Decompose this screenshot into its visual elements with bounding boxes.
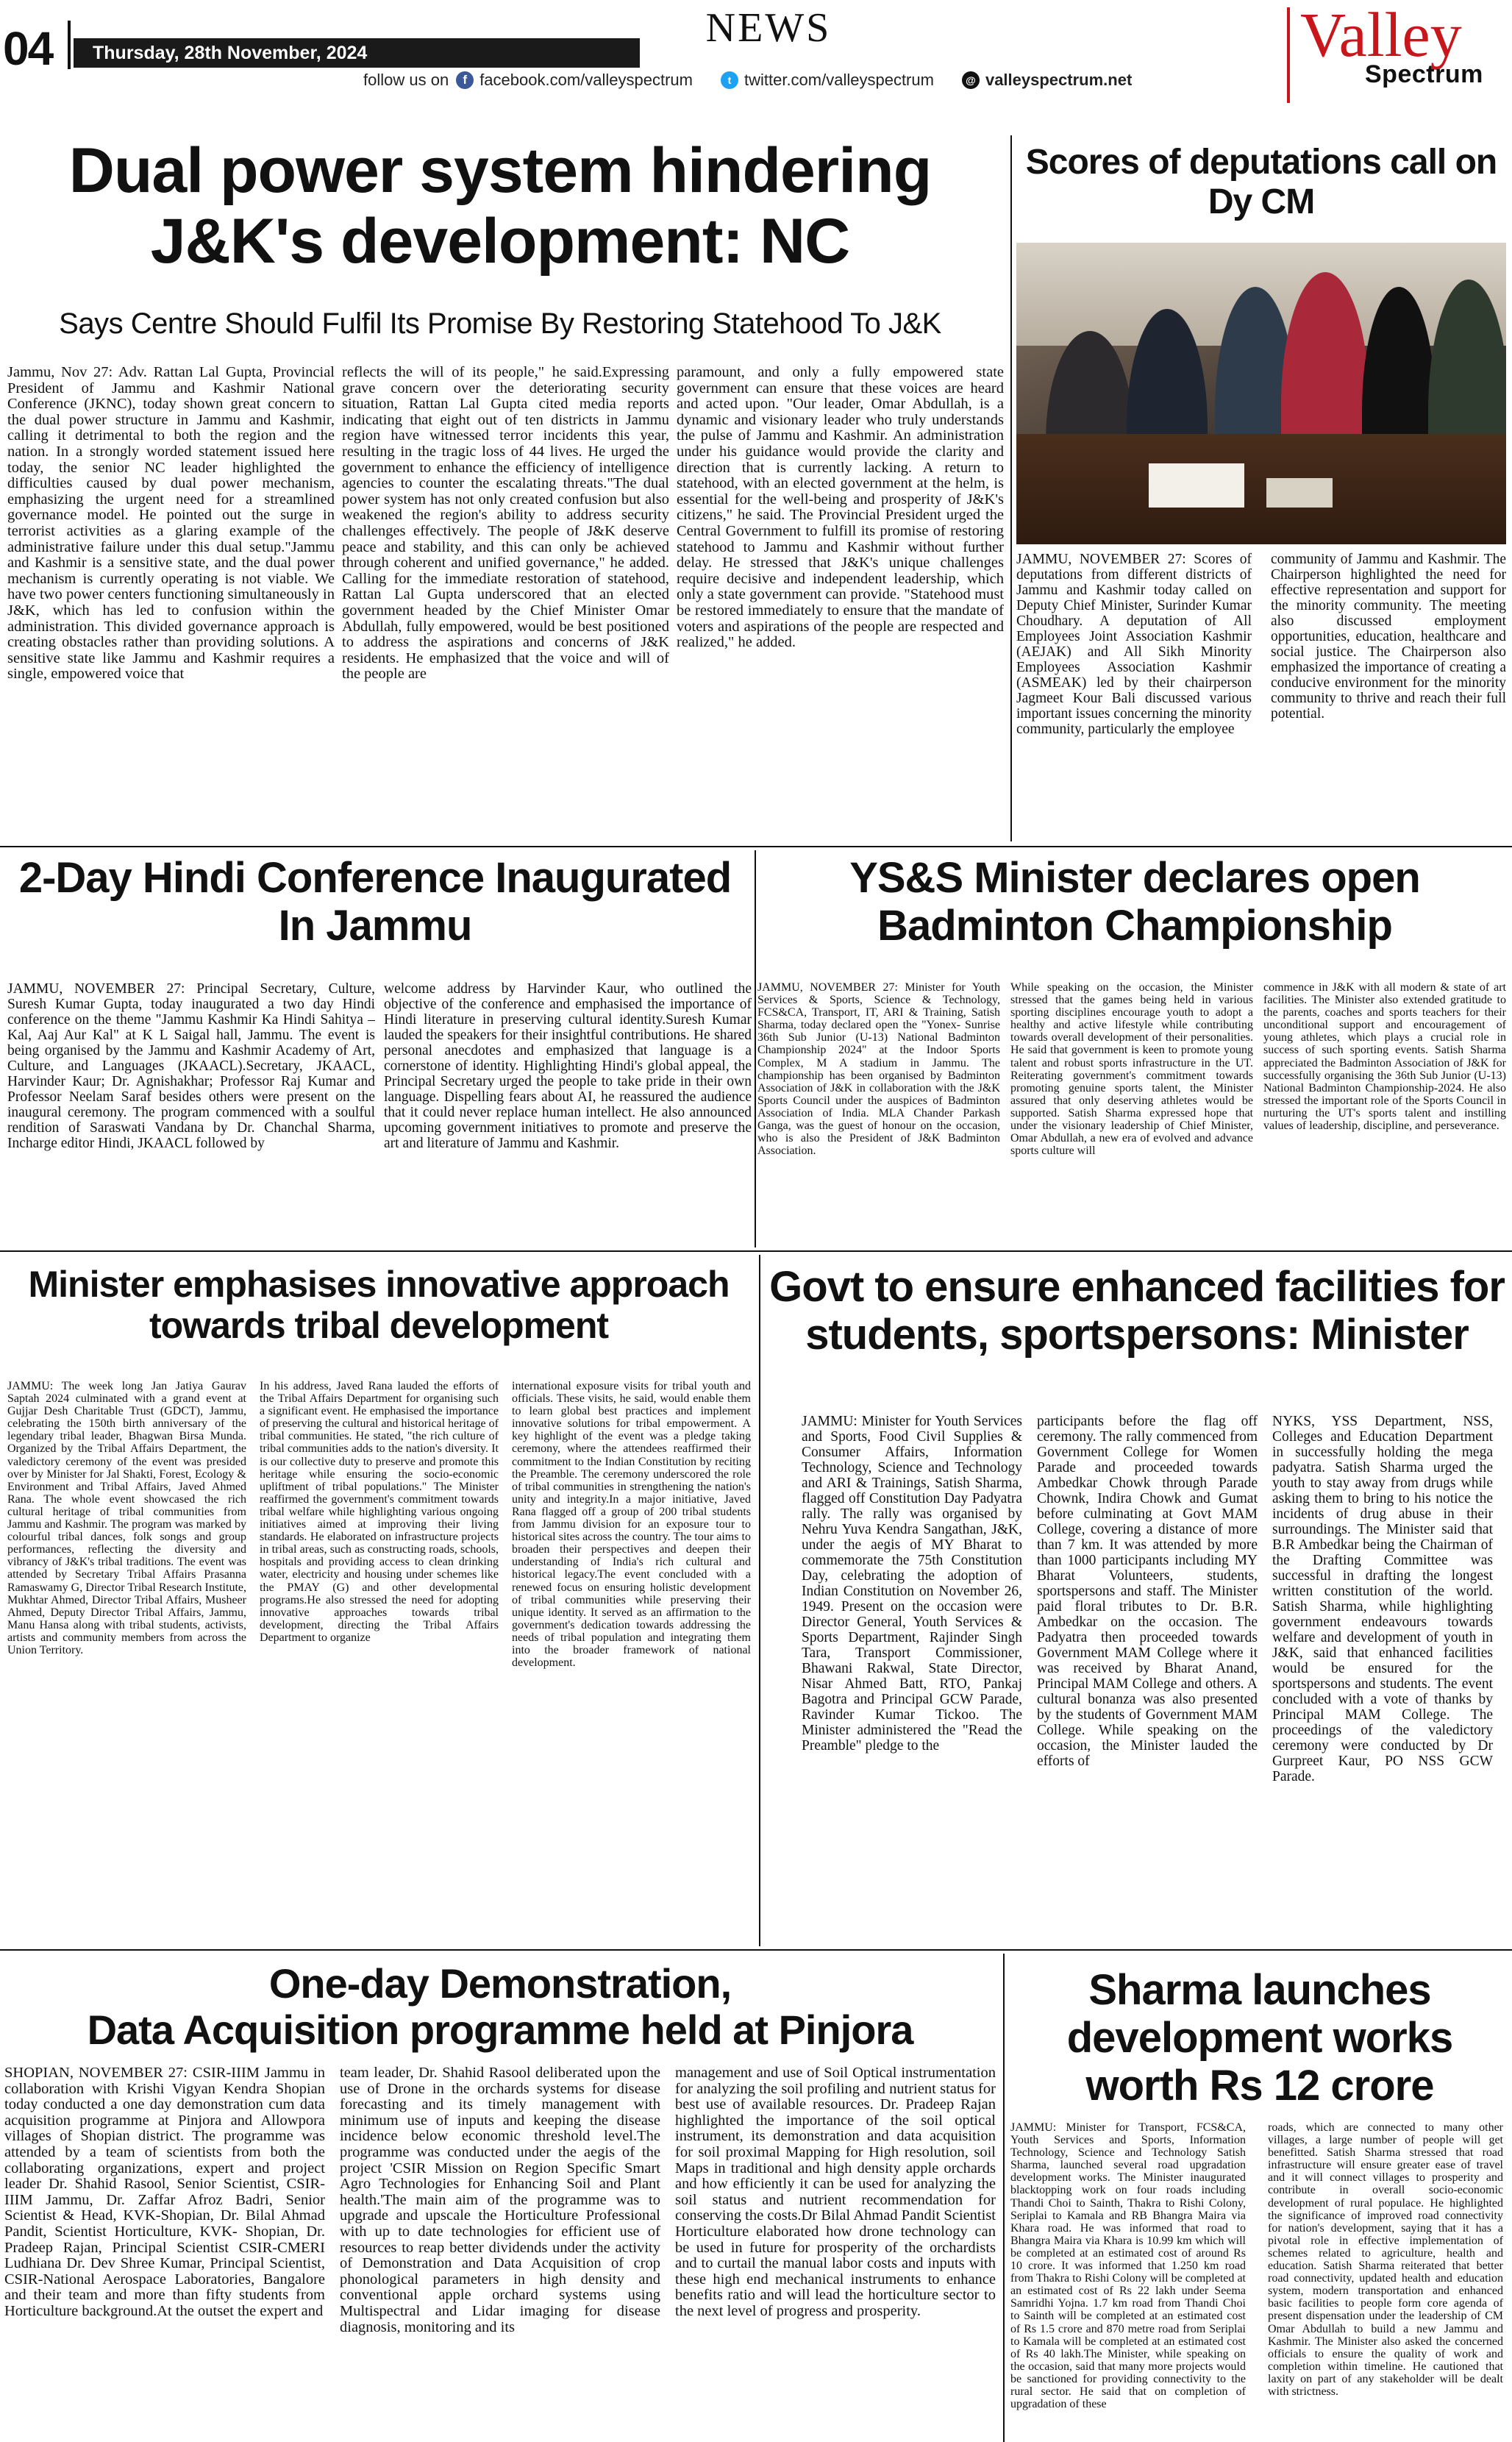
story6-column-3: NYKS, YSS Department, NSS, Colleges and Education Department in successfully holding the mega padyatra. Satish Sharma urged the youth to stay away from drugs while asking them to bring to his notice the incidents of drug abuse in their surroundings. The Minister said that B.R Ambedkar being the Chairman of the Drafting Committee was successful in drafting the longest written constitution of the world. Satish Sharma, while highlighting government endeavours towards welfare and development of youth in J&K, said that enhanced facilities would be ensured for the sportspersons and students. The event concluded with a vote of thanks by Principal MAM College. The proceedings of the valedictory ceremony were conducted by Dr Gurpreet Kaur, PO NSS GCW Parade. <box>1272 1414 1493 1784</box>
website-url: valleyspectrum.net <box>985 71 1133 89</box>
horizontal-rule-3 <box>0 1949 1512 1951</box>
story6-column-1: JAMMU: Minister for Youth Services and Sports, Food Civil Supplies & Consumer Affairs, Information Technology, Science and Technology and ARI & Trainings, Satish Sharma, flagged off Constitution Day Padyatra rally. The rally was organised by Nehru Yuva Kendra Sangathan, J&K, under the aegis of MY Bharat to commemorate the 75th Constitution Day, celebrating the adoption of Indian Constitution on November 26, 1949. Present on the occasion were Director General, Youth Services & Sports Department, Rajinder Singh Tara, Transport Commissioner, Bhawani Rakwal, State Director, Nisar Ahmed Batt, RTO, Pankaj Bagotra and Principal GCW Parade, Ravinder Kumar Tickoo. The Minister administered the "Read the Preamble" pledge to the <box>802 1414 1022 1754</box>
masthead-logo[interactable] <box>1287 0 1512 110</box>
story4-column-2: While speaking on the occasion, the Minister stressed that the games being held in various sporting disciplines encourage youth to adopt a healthy and active lifestyle while contributing towards overall development of their personalities. He said that government is keen to promote young talent and robust sports infrastructure in the UT. Reiterating government's commitment towards promoting genuine sports talent, the Minister assured that only deserving athletes would be supported. Satish Sharma expressed hope that under the visionary leadership of Chief Minister, Omar Abdullah, a new era of evolved and advance sports culture will <box>1010 981 1253 1158</box>
story3-headline-line2: In Jammu <box>278 901 472 950</box>
story7-headline <box>0 1961 1000 2053</box>
twitter-link[interactable] <box>721 71 934 90</box>
story4-column-1: JAMMU, NOVEMBER 27: Minister for Youth Services & Sports, Science & Technology, FCS&CA, Transport, IT, ARI & Training, Satish Sharma, today declared open the "Yonex- Sunrise 36th Sub Junior (U-13) National Badminton Championship 2024" at the Indoor Sports Complex, M A stadium in Jammu. The championship has been organised by Badminton Association of J&K in collaboration with the J&K Sports Council under the auspices of Badminton Association of India. MLA Chander Parkash Ganga, was the guest of honour on the occasion, who is also the President of J&K Badminton Association. <box>757 981 1000 1158</box>
vertical-divider <box>1010 135 1012 841</box>
story7-column-3: management and use of Soil Optical instrumentation for analyzing the soil profiling and nutrient status for best use of available resources. Dr. Pradeep Rajan highlighted the importance of the soil optical instrument, its demonstration and data acquisition for soil proximal Mapping for High resolution, soil Maps in traditional and high density apple orchards and how efficiently it can be used for analyzing the soil status and nutrient recommendation for conserving the costs.Dr Bilal Ahmad Pandit Scientist Horticulture elaborated how drone technology can be used in future for prosperity of the orchardists and to curtail the manual labor costs and inputs with these high end mechanical instruments to enhance benefits ratio and will lead the horticulture sector to the next level of progress and prosperity. <box>675 2065 996 2319</box>
story3-headline-line1: 2-Day Hindi Conference Inaugurated <box>18 854 732 902</box>
story8-headline <box>1008 1967 1512 2110</box>
story8-headline-line1: Sharma launches <box>1088 1966 1431 2014</box>
facebook-icon: f <box>456 71 474 89</box>
story6-headline <box>762 1264 1512 1359</box>
story5-column-3: international exposure visits for tribal youth and officials. These visits, he said, would enable them to learn global best practices and implement innovative solutions for tribal empowerment. A key highlight of the event was a pledge taking ceremony, where the attendees reaffirmed their commitment to the Indian Constitution by reciting the Preamble. The ceremony underscored the role of tribal communities in strengthening the nation's unity and integrity.In a major initiative, Javed Rana flagged off a group of 200 tribal students from Jammu division for an exposure tour to historical sites across the country. The tour aims to broaden their perspectives and deepen their understanding of India's rich cultural and historical legacy.The event concluded with a renewed focus on ensuring holistic development of tribal communities while preserving their unique identity. It served as an affirmation to the government's dedication towards addressing the needs of tribal population and integrating them into the broader framework of national development. <box>512 1380 751 1670</box>
vertical-divider-4 <box>1003 1954 1005 2442</box>
follow-label: follow us on <box>363 71 449 89</box>
vertical-divider-2 <box>755 850 756 1247</box>
story7-column-1: SHOPIAN, NOVEMBER 27: CSIR-IIIM Jammu in collaboration with Krishi Vigyan Kendra Shopian today conducted a one day demonstration cum data acquisition programme at Pinjora and Allowpora villages of Shopian district. The programme was attended by a team of scientists from both the collaborating organizations, expert and project leader Dr. Shahid Rasool, Senior Scientist, CSIR-IIIM Jammu, Dr. Zaffar Afroz Badri, Senior Scientist & Head, KVK-Shopian, Dr. Bilal Ahmad Pandit, Scientist Horticulture, KVK- Shopian, Dr. Pradeep Rajan, Principal Scientist CSIR-CMERI Ludhiana Dr. Dev Shree Kumar, Principal Scientist, CSIR-National Aerospace Laboratories, Bangalore and their team and more than fifty students from Horticulture background.At the outset the expert and <box>4 2065 325 2319</box>
facebook-link[interactable] <box>456 71 693 90</box>
story8-column-2: roads, which are connected to many other villages, a large number of people will get benefitted. Satish Sharma stressed that road infrastructure will ensure greater ease of travel and it will connect villages to prosperity and contribute in overall socio-economic development of rural populace. He highlighted the significance of improved road connectivity for nation's development, saying that it has a pivotal role in effective implementation of schemes related to agriculture, health and education. Satish Sharma reiterated that better road connectivity, updated health and education system, modern transportation and enhanced basic facilities to people form core agenda of present dispensation under the leadership of CM Omar Abdullah to build a new Jammu and Kashmir. The Minister also asked the concerned officials to ensure the quality of work and completion within timeline. He cautioned that laxity on part of any stakeholder will be dealt with strictness. <box>1268 2121 1503 2398</box>
story1-column-1: Jammu, Nov 27: Adv. Rattan Lal Gupta, Provincial President of Jammu and Kashmir National Conference (JKNC), today shown great concern to the dual power structure in Jammu and Kashmir, calling it detrimental to both the region and the nation. In a strongly worded statement issued here today, the senior NC leader highlighted the difficulties caused by dual power mechanism, emphasizing the urgent need for a streamlined governance model. He pointed out the surge in terrorist activities as a glaring example of the administrative failure under this dual setup."Jammu and Kashmir is a sensitive state, and the dual power mechanism is currently operating is not viable. We have two power centers functioning simultaneously in J&K, which has led to confusion within the administration. This divided governance approach is creating obstacles rather than providing solutions. A sensitive state like Jammu and Kashmir requires a single, empowered voice that <box>7 365 335 683</box>
twitter-icon: t <box>721 71 738 89</box>
story-photo <box>1016 243 1506 544</box>
story1-headline-line2: J&K's development: NC <box>150 206 850 277</box>
story6-column-2: participants before the flag off ceremony. The rally commenced from Government College for Women Parade and proceeded towards Ambedkar Chowk through Parade Chownk, Indira Chowk and Gumat before culminating at Govt MAM College, covering a distance of more than 7 km. It was attended by more than 1000 participants including MY Bharat Volunteers, students, sportspersons and staff. The Minister paid floral tributes to Dr. B.R. Ambedkar on the occasion. The Padyatra then proceeded towards Government MAM College where it was received by Bharat Anand, Principal MAM College and others. A cultural bonanza was also presented by the students of Government MAM College. While speaking on the occasion, the Minister lauded the efforts of <box>1037 1414 1258 1769</box>
vertical-divider-3 <box>759 1255 760 1946</box>
facebook-url: facebook.com/valleyspectrum <box>479 71 693 89</box>
story3-headline <box>0 855 750 950</box>
story4-headline-line1: YS&S Minister declares open <box>849 854 1420 902</box>
story8-headline-line3: worth Rs 12 crore <box>1085 2061 1434 2110</box>
web-icon: @ <box>962 71 980 89</box>
story7-headline-line1: One-day Demonstration, <box>268 1960 732 2007</box>
story2-headline-line2: Dy CM <box>1208 182 1315 221</box>
story1-column-2: reflects the will of its people," he said.Expressing grave concern over the deteriorating security situation, Rattan Lal Gupta cited media reports indicating that eight out of ten districts in Jammu region have witnessed terror incidents this year, resulting in the tragic loss of 44 lives. He urged the government to enhance the efficiency of intelligence agencies to counter the escalating threats."The dual power system has not only created confusion but also weakened the region's ability to address security challenges effectively. The people of J&K deserve peace and stability, and this can only be achieved through coherent and unified governance," he added. Calling for the immediate restoration of statehood, Rattan Lal Gupta underscored that an elected government headed by the Chief Minister Omar Abdullah, fully empowered, would be best positioned to address the aspirations and concerns of J&K residents. He emphasized that the voice and will of the people are <box>342 365 669 683</box>
issue-date: Thursday, 28th November, 2024 <box>93 43 368 63</box>
story5-headline-line1: Minister emphasises innovative approach <box>28 1264 730 1305</box>
story3-column-1: JAMMU, NOVEMBER 27: Principal Secretary, Culture, Suresh Kumar Gupta, today inaugurated a two day Hindi conference on the theme "Jammu Kashmir Ka Hindi Sahitya – Kal, Aaj Aur Kal" at K L Saigal hall, Jammu. The event is being organised by the Jammu and Kashmir Academy of Art, Culture, and Languages (JKAACL).Secretary, JKAACL, Harvinder Kaur; Dr. Agnishakhar; Professor Raj Kumar and Professor Neelam Saraf besides others were present on the inaugural ceremony. The program commenced with a soulful rendition of Saraswati Vandana by Dr. Chanchal Sharma, Incharge editor Hindi, JKAACL followed by <box>7 981 375 1151</box>
story2-headline <box>1015 143 1508 222</box>
story1-headline <box>22 135 978 277</box>
story7-column-2: team leader, Dr. Shahid Rasool deliberated upon the use of Drone in the orchards systems for disease forecasting and its timely management with minimum use of inputs and keeping the disease incidence below economic threshold level.The programme was conducted under the aegis of the project 'CSIR Mission on Region Specific Smart Agro Technologies for Enhancing Soil and Plant health.'The main aim of the programme was to upgrade and upscale the Horticulture Professional with up to date technologies for efficient use of resources to reap better dividends under the activity of Demonstration and Data Acquisition of crop phonological parameters in high density and conventional apple orchard systems using Multispectral and Lidar imaging for disease diagnosis, monitoring and its <box>340 2065 660 2335</box>
story2-column-2: community of Jammu and Kashmir. The Chairperson highlighted the need for effective representation and support for the minority community. The meeting also discussed employment opportunities, education, healthcare and social justice. The Chairperson also emphasized the importance of creating a conducive environment for the minority community to thrive and reach their full potential. <box>1271 552 1506 722</box>
logo-valley-text: Valley <box>1300 0 1462 70</box>
story4-column-3: commence in J&K with all modern & state of art facilities. The Minister also extended gratitude to the parents, coaches and sports teachers for their unconditional support and encouragement of young athletes, which plays a crucial role in success of such sporting events. Satish Sharma appreciated the Badminton Association of J&K for successfully organising the 36th Sub Junior (U-13) National Badminton Championship-2024. He also stressed the important role of the Sports Council in nurturing the UT's sports talent and instilling values of leadership, discipline, and perseverance. <box>1263 981 1506 1133</box>
twitter-url: twitter.com/valleyspectrum <box>743 71 934 89</box>
horizontal-rule-1 <box>0 846 1512 847</box>
story3-column-2: welcome address by Harvinder Kaur, who outlined the objective of the conference and emphasised the importance of Hindi literature in preserving cultural identity.Suresh Kumar lauded the speakers for their insightful contributions. He shared personal anecdotes and emphasized that language is a cornerstone of identity. Highlighting Hindi's global appeal, the Principal Secretary urged the people to take pride in their own language. Dispelling fears about AI, he reassured the audience that it could never replace human intellect. He also announced upcoming government initiatives to promote and preserve the art and literature of Jammu and Kashmir. <box>384 981 752 1151</box>
logo-accent-bar <box>1287 7 1290 103</box>
story5-headline-line2: towards tribal development <box>149 1305 609 1346</box>
page-number-divider <box>68 21 71 69</box>
date-band <box>74 38 640 68</box>
story6-headline-line1: Govt to ensure enhanced facilities for <box>769 1263 1505 1311</box>
story1-column-3: paramount, and only a fully empowered state government can ensure that these voices are heard and acted upon. "Our leader, Omar Abdullah, is a dynamic and visionary leader who truly understands the pulse of Jammu and Kashmir. An administration under his guidance would provide the clarity and direction that is currently lacking. A return to statehood, with an elected government at the helm, is essential for the well-being and prosperity of J&K's citizens," he said. The Provincial President urged the Central Government to fulfill its promise of restoring statehood to Jammu and Kashmir without further delay. He stressed that J&K's unique challenges require decisive and independent leadership, which only a state government can provide. "Statehood must be restored immediately to ensure that the mandate of voters and aspirations of the people are respected and realized," he added. <box>677 365 1004 651</box>
story2-headline-line1: Scores of deputations call on <box>1025 143 1497 182</box>
story4-headline-line2: Badminton Championship <box>877 901 1392 950</box>
story8-headline-line2: development works <box>1066 2013 1453 2062</box>
social-links <box>363 71 1132 90</box>
section-name: NEWS <box>705 5 832 51</box>
horizontal-rule-2 <box>0 1250 1512 1252</box>
story6-headline-line2: students, sportspersons: Minister <box>805 1310 1469 1359</box>
story5-column-1: JAMMU: The week long Jan Jatiya Gaurav Saptah 2024 culminated with a grand event at Gujjar Desh Charitable Trust (GDCT), Jammu, celebrating the 150th birth anniversary of the legendary tribal leader, Bhagwan Birsa Munda. Organized by the Tribal Affairs Department, the valedictory ceremony of the event was presided over by Minister for Jal Shakti, Forest, Ecology & Environment and Tribal Affairs, Javed Ahmed Rana. The whole event showcased the rich cultural heritage of tribal communities from Jammu and Kashmir. The program was marked by colourful tribal dances, folk songs and group performances, reflecting the diversity and vibrancy of J&K's tribal traditions. The event was attended by Secretary Tribal Affairs Prasanna Ramaswamy G, Director Tribal Research Institute, Mukhtar Ahmed, Director Tribal Affairs, Musheer Ahmed, Deputy Director Tribal Affairs, Jammu, Manu Hansa along with tribal students, activists, artists and community members from across the Union Territory. <box>7 1380 246 1656</box>
story5-column-2: In his address, Javed Rana lauded the efforts of the Tribal Affairs Department for organising such a significant event. He emphasised the importance of preserving the cultural and historical heritage of tribal communities. He stated, "the rich culture of tribal communities adds to the nation's diversity. It is our collective duty to preserve and promote this heritage while ensuring the socio-economic upliftment of tribal populations." The Minister reaffirmed the government's commitment towards tribal welfare while highlighting various ongoing initiatives aimed at improving their living standards. He elaborated on infrastructure projects in tribal areas, such as constructing roads, schools, hospitals and providing access to clean drinking water, electricity and housing under schemes like the PMAY (G) and other developmental programs.He also stressed the need for adopting innovative approaches towards tribal development, directing the Tribal Affairs Department to organize <box>260 1380 499 1644</box>
logo-spectrum-text: Spectrum <box>1365 60 1483 88</box>
website-link[interactable] <box>962 71 1132 90</box>
story1-subhead: Says Centre Should Fulfil Its Promise By Restoring Statehood To J&K <box>59 307 941 340</box>
story1-headline-line1: Dual power system hindering <box>68 135 932 206</box>
story4-headline <box>757 855 1512 950</box>
story8-column-1: JAMMU: Minister for Transport, FCS&CA, Youth Services and Sports, Information Technology, Science and Technology Satish Sharma, launched several road upgradation development works. The Minister inaugurated blacktopping work on four roads including Thandi Choi to Sainth, Thakra to Rishi Colony, Seriplai to Kamala and RB Bhangra Maira via Khara road. He was informed that road to Bhangra Maira via Khara is 10.99 km which will be completed at an estimated cost of around Rs 10 crore. It was informed that 1.250 km road from Thakra to Rishi Colony will be completed at an estimated cost of Rs 22 lakh under Seema Samridhi Yojna. 1.7 km road from Thandi Choi to Sainth will be completed at an estimated cost of Rs 1.5 crore and 870 metre road from Seriplai to Kamala will be completed at an estimated cost of Rs 40 lakh.The Minister, while speaking on the occasion, said that many more projects would be sanctioned for providing connectivity to the rural sector. He said that on completion of upgradation of these <box>1010 2121 1246 2411</box>
page-number: 04 <box>3 22 53 75</box>
story2-column-1: JAMMU, NOVEMBER 27: Scores of deputations from different districts of Jammu and Kashmir today called on Deputy Chief Minister, Surinder Kumar Choudhary. A deputation of All Employees Joint Association Kashmir (AEJAK) and All Sikh Minority Employees Association Kashmir (ASMEAK) led by their chairperson Jagmeet Kour Bali discussed various important issues concerning the minority community, particularly the employee <box>1016 552 1252 737</box>
story7-headline-line2: Data Acquisition programme held at Pinjora <box>87 2006 913 2053</box>
story5-headline <box>0 1264 757 1346</box>
